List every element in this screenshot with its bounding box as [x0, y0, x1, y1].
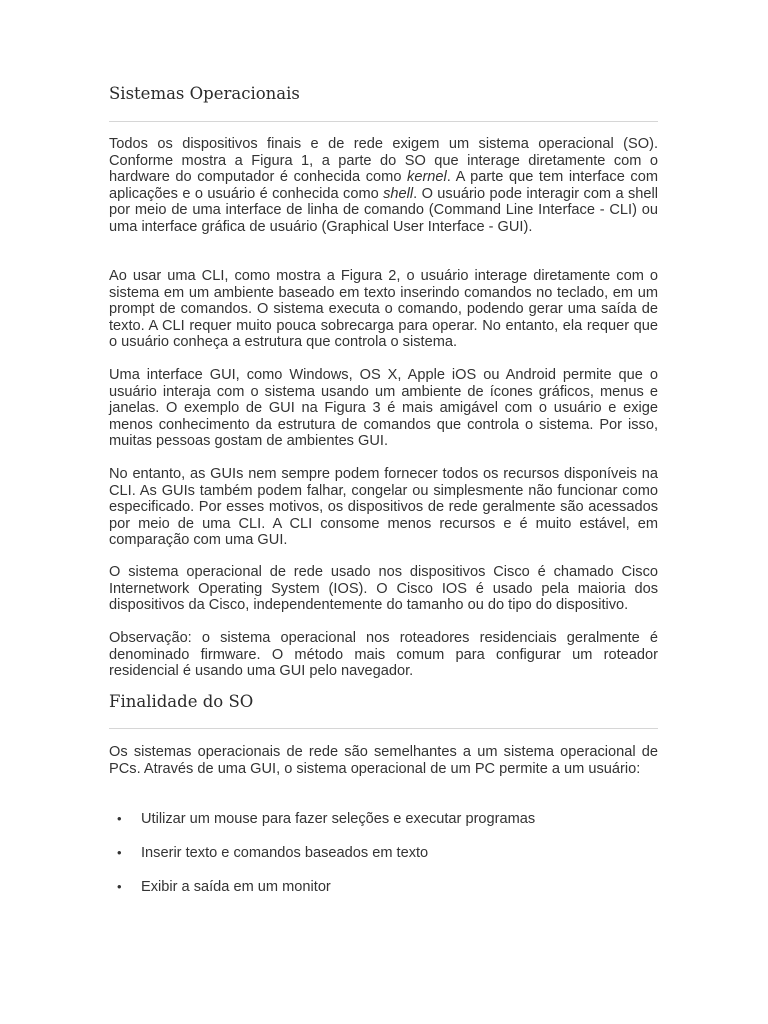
- list-item: [109, 845, 658, 863]
- section-title-finalidade-do-so: Finalidade do SO: [109, 692, 254, 711]
- paragraph-text: . O usuário pode interagir com a shell por meio de uma interface de linha de comando (Command Line Interface - CLI) ou uma interface gráfica de usuário (Graphical User Interface - GUI).: [109, 185, 658, 235]
- paragraph-gui: Uma interface GUI, como Windows, OS X, Apple iOS ou Android permite que o usuário interaja com o sistema usando um ambiente de ícones gráficos, menus e janelas. O exemplo de GUI na Figura 3 é mais amigável com o usuário e exige menos conhecimento da estrutura de comandos que controla o sistema. Por isso, muitas pessoas gostam de ambientes GUI.: [109, 367, 658, 450]
- paragraph-finalidade: Os sistemas operacionais de rede são semelhantes a um sistema operacional de PCs. Através de uma GUI, o sistema operacional de um PC permite a um usuário:: [109, 744, 658, 777]
- list-item-text: Inserir texto e comandos baseados em texto: [141, 845, 429, 861]
- list-item: [109, 811, 658, 829]
- bullet-icon: •: [117, 845, 122, 860]
- paragraph-gui-limits: No entanto, as GUIs nem sempre podem fornecer todos os recursos disponíveis na CLI. As GUIs também podem falhar, congelar ou simplesmente não funcionar como especificado. Por esses motivos, os dispositivos de rede geralmente são acessados por meio de uma CLI. A CLI consome menos recursos e é muito estável, em comparação com uma GUI.: [109, 466, 658, 549]
- list-item: [109, 879, 658, 897]
- section-divider: [109, 728, 658, 729]
- paragraph-cisco-ios: O sistema operacional de rede usado nos dispositivos Cisco é chamado Cisco Internetwork Operating System (IOS). O Cisco IOS é usado pela maioria dos dispositivos da Cisco, independentemente do tamanho ou do tipo do dispositivo.: [109, 564, 658, 614]
- bullet-icon: •: [117, 879, 122, 894]
- paragraph-intro: [109, 136, 658, 236]
- term-kernel: kernel: [407, 169, 447, 186]
- paragraph-observacao: Observação: o sistema operacional nos roteadores residenciais geralmente é denominado firmware. O método mais comum para configurar um roteador residencial é usando uma GUI pelo navegador.: [109, 630, 658, 680]
- section-divider: [109, 121, 658, 122]
- paragraph-text: Todos os dispositivos finais e de rede exigem um sistema operacional (SO). Conforme mostra a Figura 1, a parte do SO que interage diretamente com o hardware do computador é conhecida como: [109, 136, 658, 186]
- list-item-text: Utilizar um mouse para fazer seleções e executar programas: [141, 811, 536, 827]
- paragraph-text: . A parte que tem interface com aplicações e o usuário é conhecida como: [109, 169, 658, 202]
- section-title-sistemas-operacionais: Sistemas Operacionais: [109, 84, 300, 103]
- list-item-text: Exibir a saída em um monitor: [141, 879, 331, 895]
- bullet-icon: •: [117, 811, 122, 826]
- term-shell: shell: [383, 185, 414, 202]
- paragraph-cli: Ao usar uma CLI, como mostra a Figura 2, o usuário interage diretamente com o sistema em um ambiente baseado em texto inserindo comandos no teclado, em um prompt de comandos. O sistema executa o comando, podendo gerar uma saída de texto. A CLI requer muito pouca sobrecarga para operar. No entanto, ela requer que o usuário conheça a estrutura que controla o sistema.: [109, 268, 658, 351]
